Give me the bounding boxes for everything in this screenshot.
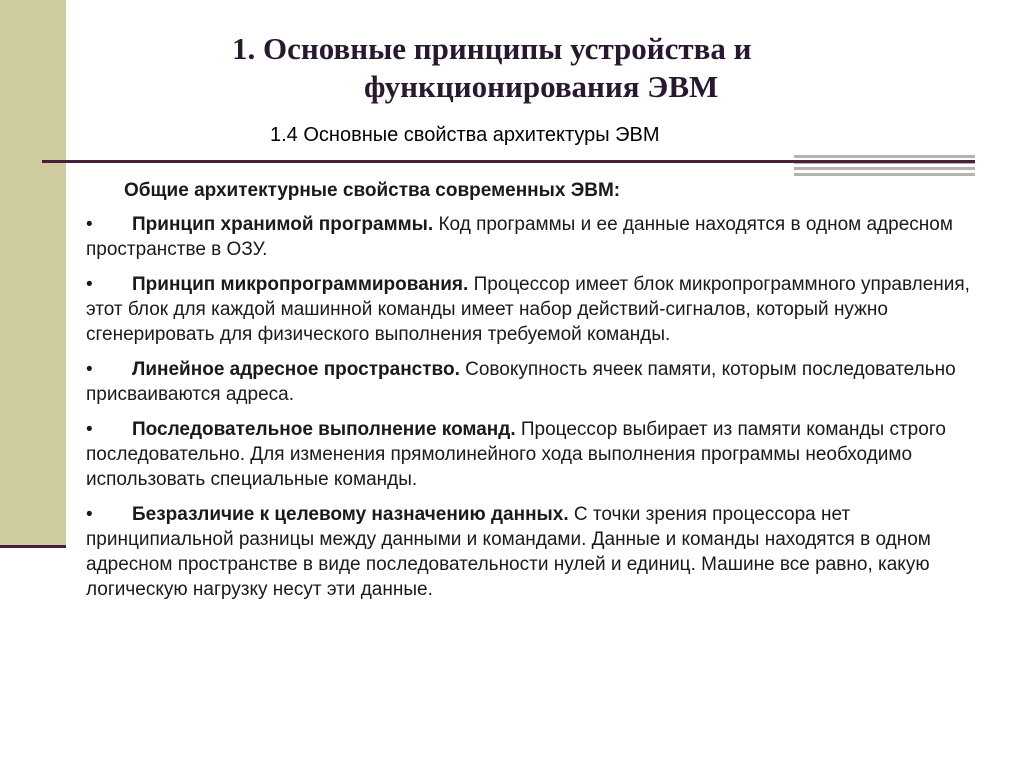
left-accent-bar [0, 0, 66, 548]
bullet: • [86, 274, 93, 295]
list-item [86, 417, 976, 492]
bullet: • [86, 359, 93, 380]
slide-subtitle: 1.4 Основные свойства архитектуры ЭВМ [270, 124, 660, 146]
bullet: • [86, 214, 93, 235]
list-item [86, 502, 976, 602]
list-item [86, 212, 976, 262]
item-text: Процессор выбирает из памяти команды строго последовательно. Для изменения прямолинейного хода выполнения программы необходимо использовать специальные команды. [86, 419, 946, 490]
list-item [86, 272, 976, 347]
slide-body [86, 178, 976, 612]
item-text: Совокупность ячеек памяти, которым последовательно присваиваются адреса. [86, 359, 956, 405]
slide-title-line-2: функционирования ЭВМ [364, 69, 719, 104]
title-divider [42, 160, 975, 163]
bullet: • [86, 419, 93, 440]
slide-title-line-1: 1. Основные принципы устройства и [232, 31, 752, 66]
list-item [86, 357, 976, 407]
item-term: Линейное адресное пространство. [132, 359, 460, 380]
item-text: Код программы и ее данные находятся в одном адресном пространстве в ОЗУ. [86, 214, 953, 260]
item-term: Безразличие к целевому назначению данных. [132, 504, 569, 525]
item-term: Принцип хранимой программы. [132, 214, 434, 235]
bullet: • [86, 504, 93, 525]
left-accent-underline [0, 545, 66, 548]
item-text: Процессор имеет блок микропрограммного управления, этот блок для каждой машинной команды имеет набор действий-сигналов, который нужно сгенерировать для физического выполнения требуемой команды. [86, 274, 970, 345]
item-term: Последовательное выполнение команд. [132, 419, 516, 440]
item-text: С точки зрения процессора нет принципиальной разницы между данными и командами. Данные и команды находятся в одном адресном пространстве в виде последовательности нулей и единиц. Машине все равно, какую логическую нагрузку несут эти данные. [86, 504, 931, 600]
intro-heading: Общие архитектурные свойства современных ЭВМ: [124, 180, 621, 201]
divider-stripes [794, 155, 975, 177]
item-term: Принцип микропрограммирования. [132, 274, 469, 295]
